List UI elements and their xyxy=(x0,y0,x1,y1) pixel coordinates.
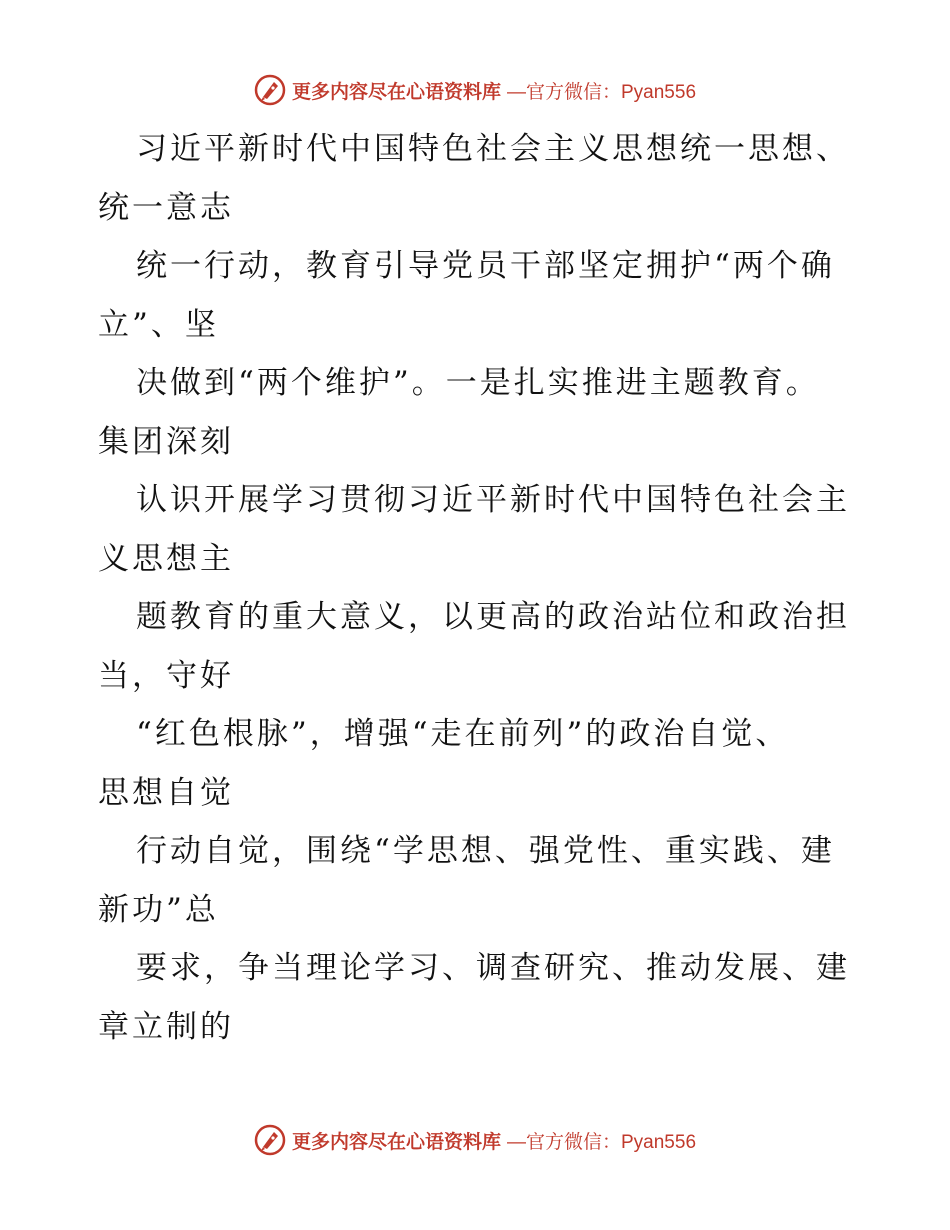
body-line: 习近平新时代中国特色社会主义思想统一思想、 xyxy=(136,131,850,167)
pen-nib-logo-icon xyxy=(254,74,286,106)
body-line: 当，守好 xyxy=(98,657,234,694)
body-line: 章立制的 xyxy=(98,1008,234,1045)
body-line: 立”、坚 xyxy=(98,306,219,343)
body-line: 统一行动，教育引导党员干部坚定拥护“两个确 xyxy=(136,248,835,284)
body-line: 统一意志 xyxy=(98,189,234,226)
footer-watermark-banner xyxy=(0,1120,950,1160)
pen-nib-logo-icon xyxy=(254,1124,286,1156)
body-line: 题教育的重大意义，以更高的政治站位和政治担 xyxy=(136,599,850,635)
header-watermark-banner xyxy=(0,70,950,110)
body-line: 认识开展学习贯彻习近平新时代中国特色社会主 xyxy=(136,482,850,518)
body-line: 集团深刻 xyxy=(98,423,234,460)
body-line: “红色根脉”，增强“走在前列”的政治自觉、 xyxy=(136,716,790,752)
body-line: 新功”总 xyxy=(98,891,219,928)
header-watermark-main-text: 更多内容尽在心语资料库 xyxy=(291,80,501,103)
body-line: 决做到“两个维护”。一是扎实推进主题教育。 xyxy=(136,365,820,401)
body-line: 思想自觉 xyxy=(98,774,234,811)
body-line: 行动自觉，围绕“学思想、强党性、重实践、建 xyxy=(136,833,835,869)
body-line: 义思想主 xyxy=(98,540,234,577)
body-line: 要求，争当理论学习、调查研究、推动发展、建 xyxy=(136,950,850,986)
footer-watermark-sub-text: —官方微信：Pyan556 xyxy=(507,1131,697,1153)
document-body xyxy=(98,120,858,1056)
footer-watermark-main-text: 更多内容尽在心语资料库 xyxy=(291,1130,501,1153)
header-watermark-sub-text: —官方微信：Pyan556 xyxy=(507,81,697,103)
